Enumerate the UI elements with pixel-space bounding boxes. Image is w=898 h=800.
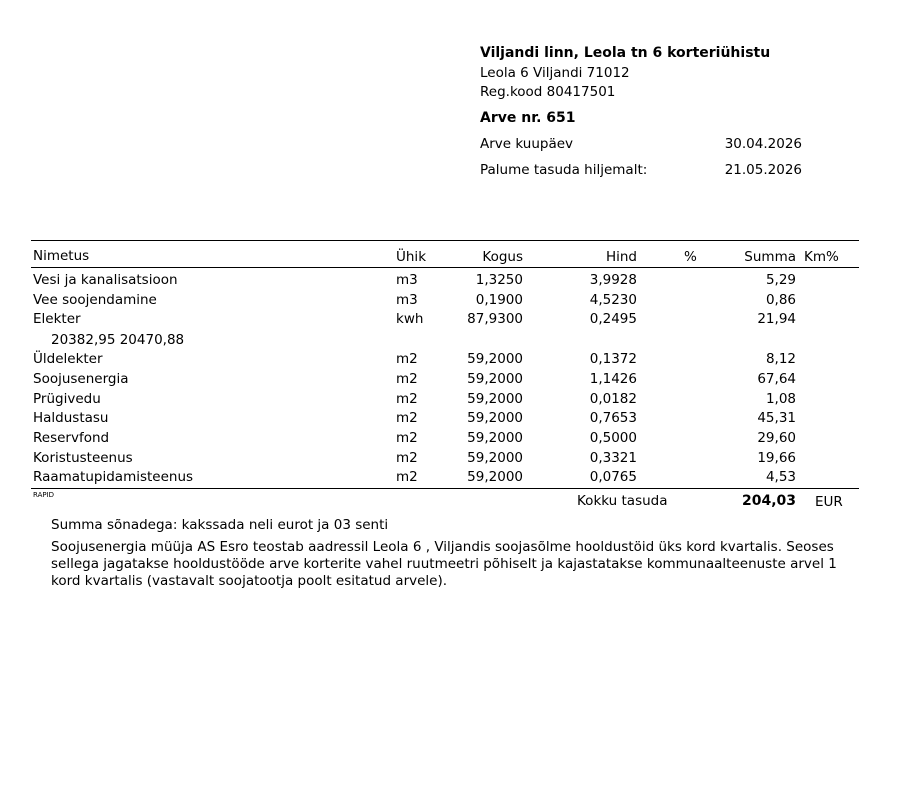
cell-unit: m2 xyxy=(396,450,418,466)
table-header-rule xyxy=(31,267,859,268)
cell-sum: 5,29 xyxy=(765,272,796,288)
cell-qty: 59,2000 xyxy=(467,430,523,446)
cell-name: Vee soojendamine xyxy=(33,292,157,308)
cell-qty: 59,2000 xyxy=(467,410,523,426)
cell-sum: 0,86 xyxy=(765,292,796,308)
service-note: Soojusenergia müüja AS Esro teostab aadressil Leola 6 , Viljandis soojasõlme hooldustöid üks kord kvartalis. Seoses sellega jagatakse hooldustööde arve korterite vahel ruutmeetri põhiselt ja kajastatakse kommunaalteenuste arvel 1 kord kvartalis (vastavalt soojatootja poolt esitatud arvele). xyxy=(51,539,837,589)
cell-price: 0,3321 xyxy=(589,450,637,466)
cell-price: 0,2495 xyxy=(589,311,637,327)
cell-qty: 59,2000 xyxy=(467,371,523,387)
meter-readings: 20382,95 20470,88 xyxy=(51,332,185,348)
due-date-value: 21.05.2026 xyxy=(724,162,802,178)
cell-name: Üldelekter xyxy=(33,351,103,367)
cell-qty: 59,2000 xyxy=(467,450,523,466)
table-bottom-rule xyxy=(31,488,859,489)
cell-name: Reservfond xyxy=(33,430,110,446)
cell-qty: 59,2000 xyxy=(467,469,523,485)
cell-unit: kwh xyxy=(396,311,424,327)
company-reg-code: Reg.kood 80417501 xyxy=(480,84,616,100)
cell-sum: 45,31 xyxy=(757,410,796,426)
cell-sum: 4,53 xyxy=(765,469,796,485)
invoice-date-label: Arve kuupäev xyxy=(480,136,574,152)
header-sum: Summa xyxy=(744,249,796,265)
company-name: Viljandi linn, Leola tn 6 korteriühistu xyxy=(480,45,771,61)
amount-in-words: Summa sõnadega: kakssada neli eurot ja 03 senti xyxy=(51,517,389,533)
cell-unit: m3 xyxy=(396,272,418,288)
cell-unit: m2 xyxy=(396,410,418,426)
cell-price: 0,0765 xyxy=(589,469,637,485)
cell-qty: 59,2000 xyxy=(467,391,523,407)
total-currency: EUR xyxy=(815,494,843,510)
cell-sum: 19,66 xyxy=(757,450,796,466)
cell-unit: m2 xyxy=(396,351,418,367)
cell-sum: 1,08 xyxy=(765,391,796,407)
table-top-rule xyxy=(31,240,859,241)
cell-price: 4,5230 xyxy=(589,292,637,308)
header-percent: % xyxy=(684,249,697,265)
cell-qty: 87,9300 xyxy=(467,311,523,327)
footer-tag: RAPID xyxy=(33,491,55,499)
header-unit: Ühik xyxy=(396,249,427,265)
total-label: Kokku tasuda xyxy=(577,493,668,509)
header-qty: Kogus xyxy=(482,249,523,265)
company-address: Leola 6 Viljandi 71012 xyxy=(480,65,630,81)
cell-name: Vesi ja kanalisatsioon xyxy=(33,272,178,288)
cell-qty: 0,1900 xyxy=(475,292,523,308)
cell-price: 3,9928 xyxy=(589,272,637,288)
cell-sum: 67,64 xyxy=(757,371,796,387)
cell-qty: 59,2000 xyxy=(467,351,523,367)
cell-name: Prügivedu xyxy=(33,391,101,407)
total-amount: 204,03 xyxy=(741,493,796,509)
cell-sum: 21,94 xyxy=(757,311,796,327)
cell-name: Soojusenergia xyxy=(33,371,129,387)
cell-price: 0,5000 xyxy=(589,430,637,446)
cell-unit: m2 xyxy=(396,391,418,407)
cell-name: Haldustasu xyxy=(33,410,109,426)
cell-sum: 8,12 xyxy=(765,351,796,367)
invoice-date-value: 30.04.2026 xyxy=(724,136,802,152)
cell-price: 1,1426 xyxy=(589,371,637,387)
header-price: Hind xyxy=(605,249,637,265)
cell-sum: 29,60 xyxy=(757,430,796,446)
due-date-label: Palume tasuda hiljemalt: xyxy=(480,162,648,178)
cell-name: Raamatupidamisteenus xyxy=(33,469,194,485)
header-name: Nimetus xyxy=(33,248,90,264)
cell-name: Elekter xyxy=(33,311,81,327)
cell-qty: 1,3250 xyxy=(475,272,523,288)
cell-unit: m2 xyxy=(396,469,418,485)
header-vat: Km% xyxy=(804,249,839,265)
cell-unit: m3 xyxy=(396,292,418,308)
invoice-title: Arve nr. 651 xyxy=(480,110,576,126)
cell-unit: m2 xyxy=(396,430,418,446)
cell-price: 0,1372 xyxy=(589,351,637,367)
cell-unit: m2 xyxy=(396,371,418,387)
cell-price: 0,7653 xyxy=(589,410,637,426)
cell-name: Koristusteenus xyxy=(33,450,133,466)
cell-price: 0,0182 xyxy=(589,391,637,407)
